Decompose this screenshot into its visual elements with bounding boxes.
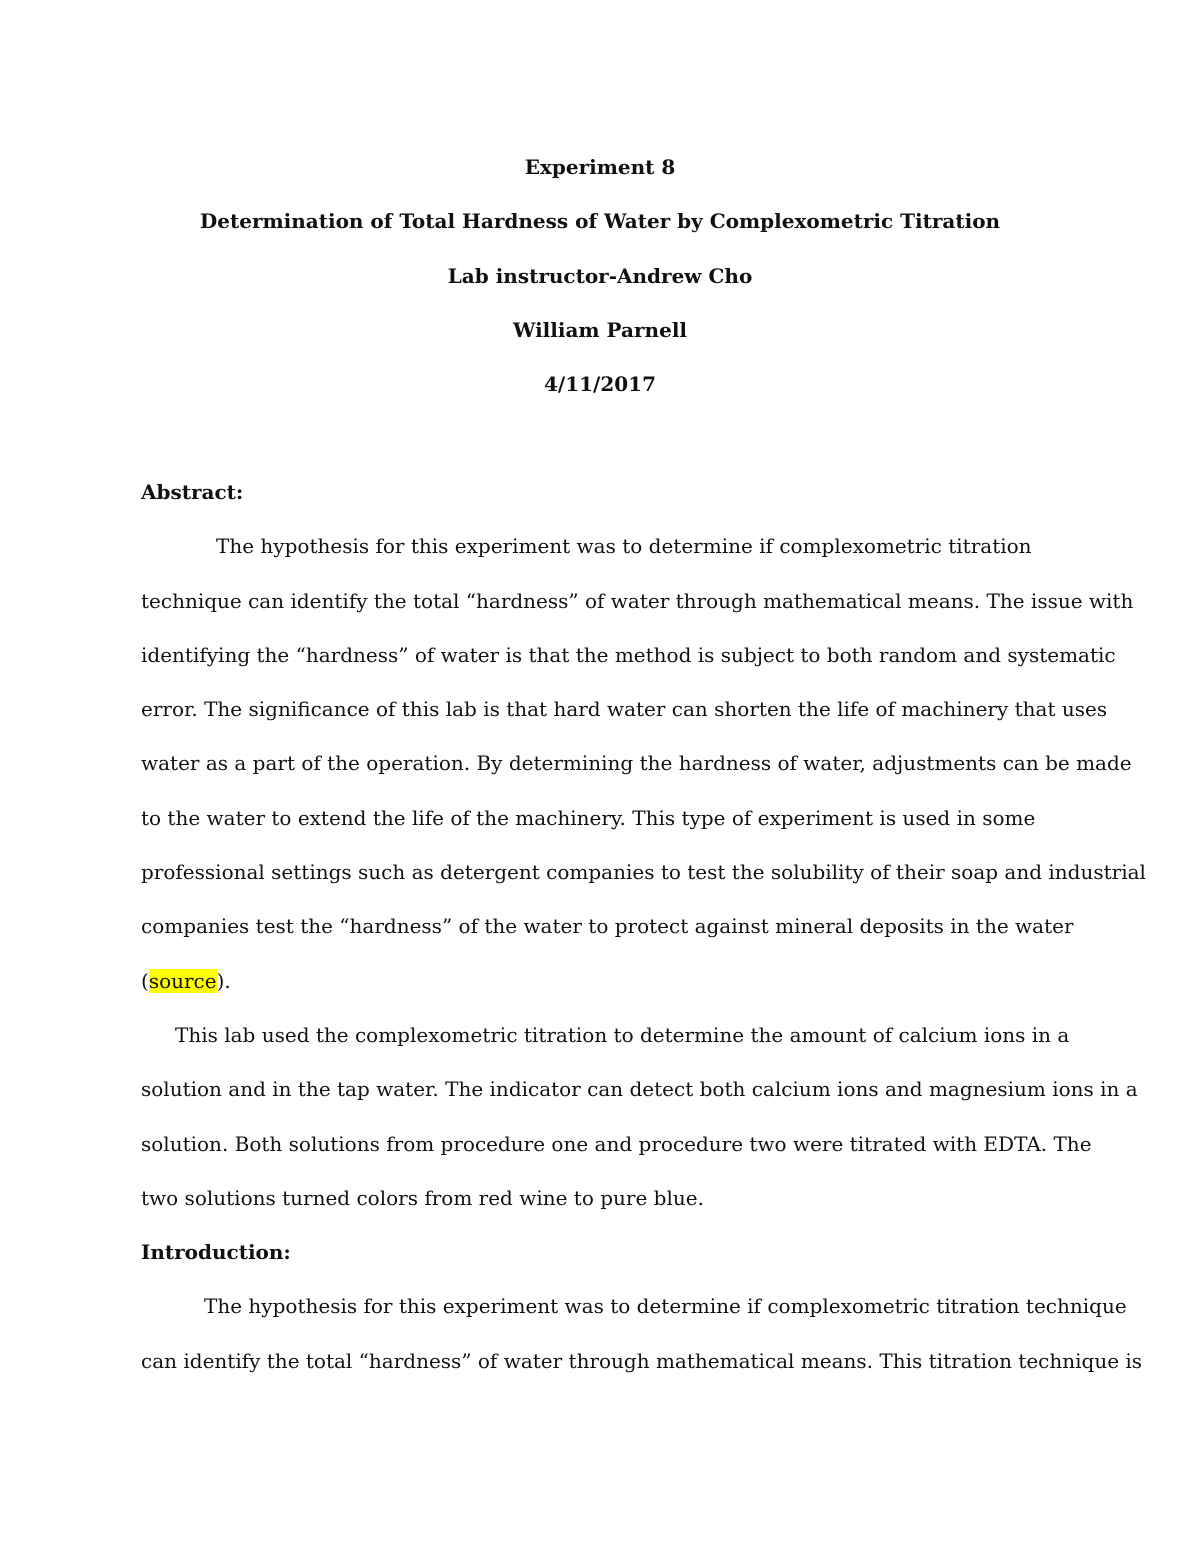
lab-instructor: Lab instructor-Andrew Cho xyxy=(447,263,753,288)
document-body xyxy=(141,465,1146,1388)
abstract-heading: Abstract: xyxy=(141,480,244,504)
text-line: This lab used the complexometric titration to determine the amount of calcium ions in a xyxy=(175,1022,1070,1047)
highlighted-source-placeholder: source xyxy=(148,968,217,993)
title-block xyxy=(0,140,1200,411)
experiment-number: Experiment 8 xyxy=(524,155,676,179)
text-line: solution. Both solutions from procedure one and procedure two were titrated with EDTA. The xyxy=(141,1131,1092,1156)
text-line: solution and in the tap water. The indicator can detect both calcium ions and magnesium ions in a xyxy=(141,1077,1138,1102)
document-date: 4/11/2017 xyxy=(543,372,657,397)
text-line: companies test the “hardness” of the water to protect against mineral deposits in the water xyxy=(141,914,1074,939)
text-line: can identify the total “hardness” of water through mathematical means. This titration technique is xyxy=(141,1348,1143,1373)
text-line-citation xyxy=(141,954,1071,1008)
text-line: two solutions turned colors from red wine to pure blue. xyxy=(141,1185,704,1210)
document-title: Determination of Total Hardness of Water by Complexometric Titration xyxy=(199,209,1001,234)
text-line: water as a part of the operation. By determining the hardness of water, adjustments can be made xyxy=(141,751,1132,776)
text-line: The hypothesis for this experiment was to determine if complexometric titration xyxy=(216,534,1032,559)
text-line: identifying the “hardness” of water is that the method is subject to both random and systematic xyxy=(141,642,1116,667)
text-line: error. The significance of this lab is that hard water can shorten the life of machinery that uses xyxy=(141,697,1108,722)
text-line: technique can identify the total “hardness” of water through mathematical means. The issue with xyxy=(141,588,1134,613)
abstract-paragraph-2 xyxy=(141,1008,1138,1225)
text-line: to the water to extend the life of the machinery. This type of experiment is used in some xyxy=(141,805,1036,830)
citation-close: ). xyxy=(216,968,231,993)
text-line: professional settings such as detergent companies to test the solubility of their soap and industrial xyxy=(141,860,1146,885)
introduction-paragraph-1 xyxy=(141,1279,1143,1388)
introduction-heading: Introduction: xyxy=(141,1240,291,1265)
abstract-paragraph-1 xyxy=(141,519,1146,1008)
author-name: William Parnell xyxy=(512,317,688,342)
citation-open: ( xyxy=(141,968,149,993)
text-line: The hypothesis for this experiment was to determine if complexometric titration technique xyxy=(204,1294,1127,1319)
